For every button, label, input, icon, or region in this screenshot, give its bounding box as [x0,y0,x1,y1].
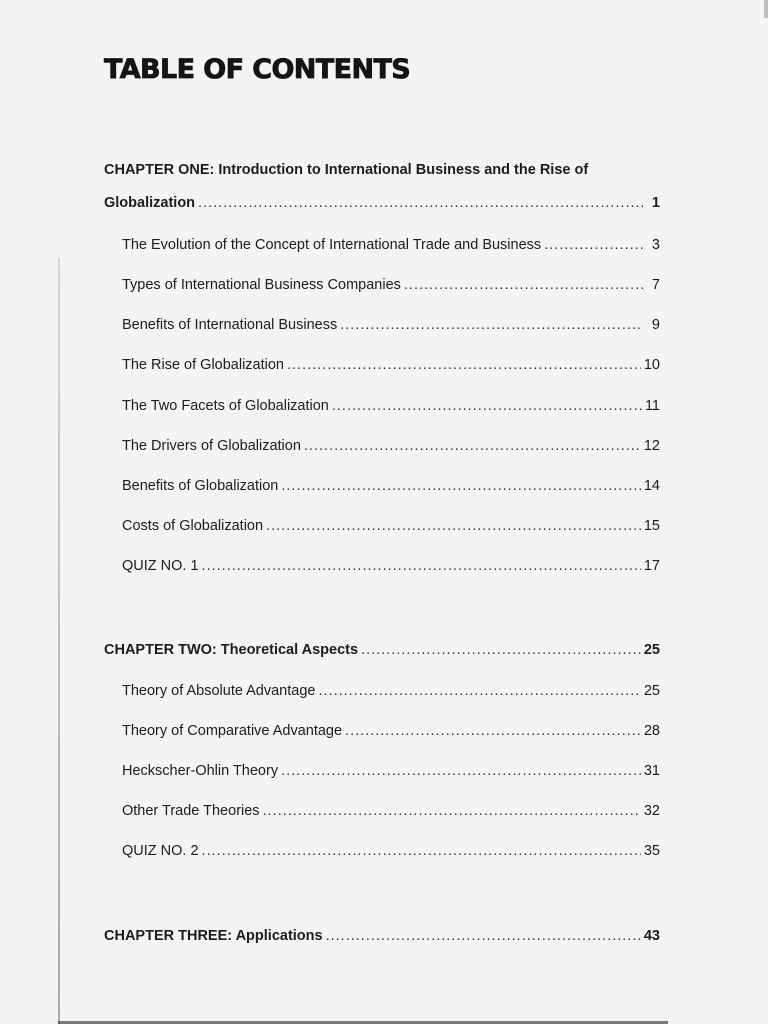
toc-entry-page: 17 [643,558,660,574]
dot-leader [345,721,641,741]
toc-entry-title: QUIZ NO. 2 [122,843,199,859]
toc-entry-page: 7 [651,277,660,293]
dot-leader [318,681,640,701]
toc-entry-title: Theory of Absolute Advantage [122,683,316,699]
dot-leader [281,476,640,496]
dot-leader [340,315,643,335]
chapter-three-page-number: 43 [643,928,660,944]
toc-entry-title: QUIZ NO. 1 [122,558,199,574]
toc-entry[interactable] [122,721,660,741]
chapter-one-page-number: 1 [651,195,660,211]
chapter-two-page-number: 25 [643,642,660,658]
dot-leader [404,275,643,295]
toc-entry[interactable] [122,516,660,536]
chapter-one-heading[interactable] [104,160,660,180]
dot-leader [326,926,641,946]
toc-entry[interactable] [122,275,660,295]
toc-entry-title: The Evolution of the Concept of International Trade and Business [122,237,542,253]
toc-entry-page: 32 [643,803,660,819]
dot-leader [202,841,641,861]
dot-leader [198,193,643,213]
toc-entry-page: 12 [643,438,660,454]
toc-entry-title: Other Trade Theories [122,803,260,819]
chapter-one-entry[interactable] [104,193,660,213]
toc-entry-page: 15 [643,518,660,534]
toc-entry-title: The Two Facets of Globalization [122,398,329,414]
toc-entry-page: 25 [643,683,660,699]
chapter-three-heading: CHAPTER THREE: Applications [104,928,323,944]
toc-entry[interactable] [122,476,660,496]
dot-leader [266,516,641,536]
toc-entry[interactable] [122,841,660,861]
chapter-two-heading: CHAPTER TWO: Theoretical Aspects [104,642,359,658]
page-title: TABLE OF CONTENTS [104,54,411,85]
toc-entry[interactable] [122,396,660,416]
chapter-three-entry[interactable] [104,926,660,946]
toc-entry[interactable] [122,556,660,576]
dot-leader [263,801,641,821]
toc-entry-page: 11 [644,398,660,414]
toc-entry-page: 14 [643,478,660,494]
toc-entry-page: 9 [651,317,660,333]
dot-leader [361,640,641,660]
toc-entry-title: Benefits of International Business [122,317,338,333]
toc-entry[interactable] [122,436,660,456]
toc-entry-title: Theory of Comparative Advantage [122,723,343,739]
toc-entry-title: The Rise of Globalization [122,357,284,373]
toc-entry-title: Heckscher-Ohlin Theory [122,763,279,779]
dot-leader [544,235,643,255]
toc-entry-page: 28 [643,723,660,739]
toc-entry-title: Types of International Business Companies [122,277,401,293]
chapter-one-heading-line1: CHAPTER ONE: Introduction to International Business and the Rise of [104,162,589,178]
toc-entry-title: Benefits of Globalization [122,478,279,494]
dot-leader [332,396,642,416]
chapter-two-entry[interactable] [104,640,660,660]
toc-entry-title: The Drivers of Globalization [122,438,301,454]
dot-leader [304,436,641,456]
toc-entry[interactable] [122,235,660,255]
toc-entry[interactable] [122,315,660,335]
toc-entry[interactable] [122,761,660,781]
toc-entry[interactable] [122,355,660,375]
dot-leader [281,761,641,781]
toc-entry-page: 10 [643,357,660,373]
toc-entry-page: 3 [651,237,660,253]
chapter-one-heading-line2: Globalization [104,195,196,211]
toc-entry[interactable] [122,681,660,701]
toc-entry-title: Costs of Globalization [122,518,264,534]
toc-entry-page: 35 [643,843,660,859]
dot-leader [287,355,641,375]
toc-entry-page: 31 [643,763,660,779]
dot-leader [202,556,641,576]
toc-entry[interactable] [122,801,660,821]
